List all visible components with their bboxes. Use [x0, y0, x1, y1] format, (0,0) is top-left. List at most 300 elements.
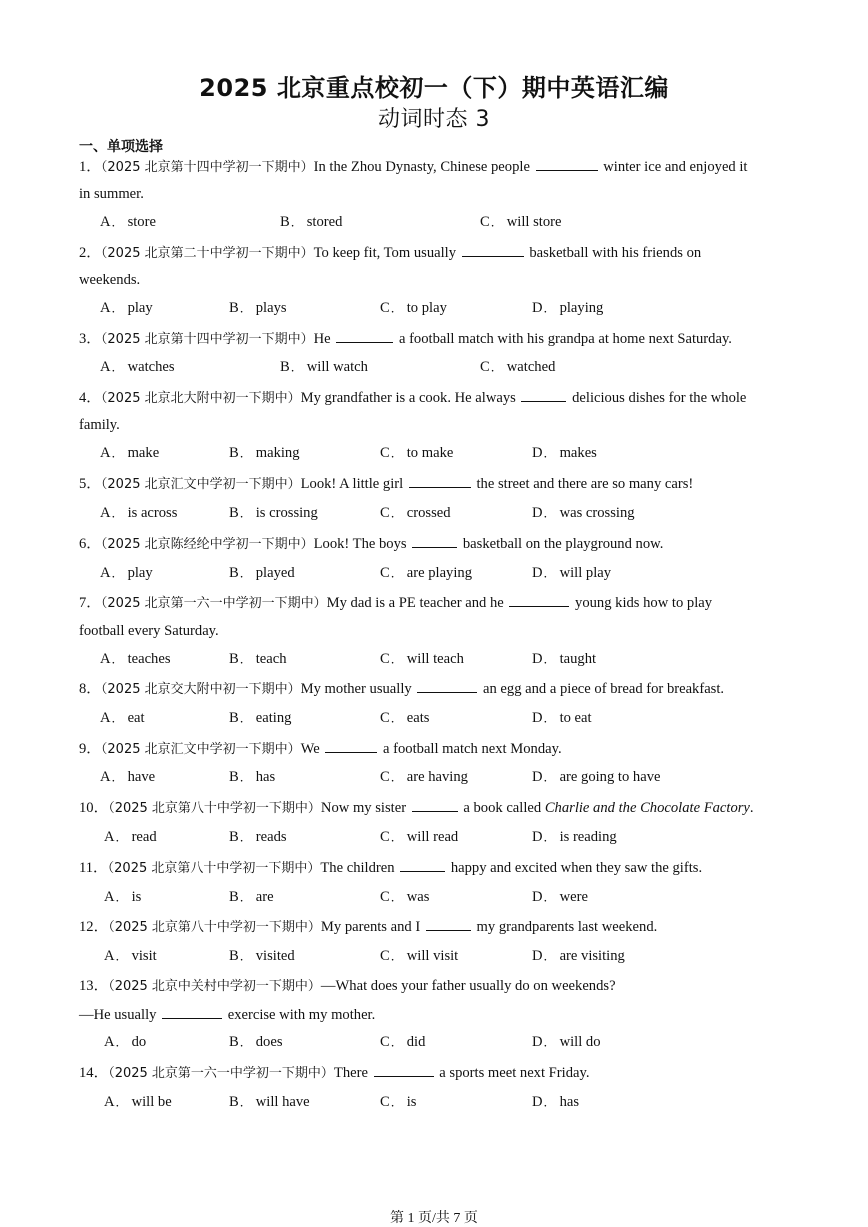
option-text: making: [255, 445, 300, 461]
option-text: eating: [255, 710, 292, 726]
question-number: 11．: [79, 860, 108, 876]
option: [229, 650, 287, 668]
option-separator: ．: [111, 446, 124, 460]
option-text: teach: [255, 651, 287, 667]
option-letter: D: [532, 889, 543, 905]
option-letter: B: [229, 829, 239, 845]
option-text: play: [127, 565, 153, 581]
option: [100, 768, 155, 786]
option-text: is reading: [559, 829, 617, 845]
option-text: makes: [559, 445, 597, 461]
question-number: 10．: [79, 800, 109, 816]
question-number: 3．: [79, 331, 101, 347]
question-text-after: a football match with his grandpa at home next Saturday.: [395, 331, 732, 347]
question-text: My mother usually: [300, 681, 416, 697]
question-line: [79, 388, 746, 408]
option: [532, 444, 597, 462]
question-source: （2025 北京第八十中学初一下期中）: [108, 920, 321, 935]
option-letter: C: [380, 505, 390, 521]
option-separator: ．: [239, 566, 252, 580]
option-separator: ．: [239, 301, 252, 315]
option: [380, 650, 464, 668]
option: [280, 358, 368, 376]
option-letter: B: [229, 445, 239, 461]
question-text-after: the street and there are so many cars!: [472, 476, 694, 492]
option-text: is: [131, 889, 142, 905]
question-source: （2025 北京第十四中学初一下期中）: [100, 160, 314, 175]
option-separator: ．: [390, 711, 403, 725]
question-number: 9．: [79, 741, 101, 757]
question-tail: .: [749, 800, 754, 816]
option-letter: B: [229, 1094, 239, 1110]
option-text: has: [559, 1094, 580, 1110]
option-separator: ．: [543, 1095, 556, 1109]
option-separator: ．: [543, 566, 556, 580]
option-separator: ．: [543, 770, 556, 784]
option-separator: ．: [543, 890, 556, 904]
option-separator: ．: [390, 506, 403, 520]
option-text: are visiting: [559, 948, 625, 964]
question-number: 12．: [79, 919, 109, 935]
option: [532, 504, 635, 522]
option-text: watches: [127, 359, 175, 375]
option-text: do: [131, 1034, 147, 1050]
option: [100, 444, 159, 462]
option-text: will store: [506, 214, 562, 230]
option-letter: C: [480, 214, 490, 230]
question-line: [79, 243, 701, 263]
option-separator: ．: [115, 1095, 128, 1109]
question-line: [79, 798, 754, 818]
question-source: （2025 北京陈经纶中学初一下期中）: [100, 537, 314, 552]
option-letter: C: [380, 1034, 390, 1050]
document-title: 2025 北京重点校初一（下）期中英语汇编: [199, 74, 669, 102]
question-line: [79, 329, 732, 349]
option-text: play: [127, 300, 153, 316]
question-text-after: a football match next Monday.: [379, 741, 562, 757]
question-line: [79, 739, 562, 759]
answer-blank: [409, 474, 471, 488]
option-text: visit: [131, 948, 157, 964]
option-text: are having: [406, 769, 468, 785]
option-text: did: [406, 1034, 426, 1050]
option: [532, 888, 588, 906]
document-subtitle: 动词时态 3: [378, 107, 490, 132]
option-separator: ．: [111, 711, 124, 725]
question-text: Look! A little girl: [300, 476, 407, 492]
option-letter: D: [532, 769, 543, 785]
option: [532, 828, 617, 846]
option-text: will be: [131, 1094, 172, 1110]
option-separator: ．: [543, 711, 556, 725]
option-letter: D: [532, 445, 543, 461]
question-line: [79, 917, 657, 937]
option-text: taught: [559, 651, 597, 667]
option-separator: ．: [239, 770, 252, 784]
question-text: —What does your father usually do on weekends?: [320, 978, 616, 994]
option-letter: C: [380, 1094, 390, 1110]
option-text: to make: [406, 445, 454, 461]
answer-blank: [374, 1063, 434, 1077]
option: [380, 1093, 416, 1111]
answer-blank: [336, 329, 393, 343]
answer-blank: [412, 534, 457, 548]
option-separator: ．: [239, 711, 252, 725]
option-letter: D: [532, 300, 543, 316]
option-separator: ．: [239, 1035, 252, 1049]
option-letter: C: [380, 948, 390, 964]
question-text: Now my sister: [320, 800, 410, 816]
question-text-after: exercise with my mother.: [224, 1007, 376, 1023]
option-separator: ．: [115, 890, 128, 904]
answer-blank: [462, 243, 524, 257]
option-letter: B: [280, 214, 290, 230]
option-letter: B: [229, 1034, 239, 1050]
answer-blank: [536, 157, 598, 171]
question-text-after: young kids how to play: [571, 595, 713, 611]
option-text: playing: [559, 300, 604, 316]
option: [229, 1093, 310, 1111]
option-separator: ．: [390, 446, 403, 460]
option-separator: ．: [239, 446, 252, 460]
answer-blank: [412, 798, 458, 812]
option-separator: ．: [543, 830, 556, 844]
option-separator: ．: [543, 949, 556, 963]
option-letter: B: [229, 300, 239, 316]
question-continuation: [79, 622, 219, 640]
option-text: will read: [406, 829, 459, 845]
option-separator: ．: [111, 301, 124, 315]
question-text: My parents and I: [320, 919, 424, 935]
question-source: （2025 北京北大附中初一下期中）: [100, 391, 301, 406]
option-letter: B: [229, 565, 239, 581]
option-text: were: [559, 889, 588, 905]
option-text: reads: [255, 829, 287, 845]
option: [480, 213, 561, 231]
option-letter: D: [532, 651, 543, 667]
option-text: plays: [255, 300, 287, 316]
question-source: （2025 北京第八十中学初一下期中）: [108, 801, 321, 816]
question-text: football every Saturday.: [79, 623, 219, 639]
book-title: Charlie and the Chocolate Factory: [544, 800, 750, 816]
option: [229, 444, 300, 462]
option-letter: C: [380, 769, 390, 785]
option-separator: ．: [239, 652, 252, 666]
option: [104, 947, 157, 965]
answer-blank: [509, 593, 569, 607]
question-text: He: [313, 331, 335, 347]
question-line: [79, 679, 724, 699]
option: [532, 1093, 579, 1111]
option-separator: ．: [390, 830, 403, 844]
question-source: （2025 北京第一六一中学初一下期中）: [108, 1066, 334, 1081]
option: [100, 709, 145, 727]
option-letter: D: [532, 948, 543, 964]
option: [380, 504, 451, 522]
question-text: There: [333, 1065, 372, 1081]
question-text-after: happy and excited when they saw the gifts.: [447, 860, 703, 876]
option: [280, 213, 342, 231]
question-number: 2．: [79, 245, 101, 261]
option-text: played: [255, 565, 295, 581]
option-letter: A: [100, 505, 111, 521]
option: [229, 564, 295, 582]
option-text: visited: [255, 948, 295, 964]
option: [229, 299, 287, 317]
question-text: My dad is a PE teacher and he: [326, 595, 508, 611]
option-separator: ．: [111, 652, 124, 666]
question-number: 6．: [79, 536, 101, 552]
option-text: are going to have: [559, 769, 661, 785]
question-text-after: a sports meet next Friday.: [435, 1065, 590, 1081]
question-text: My grandfather is a cook. He always: [300, 390, 520, 406]
option-text: store: [127, 214, 156, 230]
option: [229, 1033, 283, 1051]
option-text: to play: [406, 300, 447, 316]
option: [380, 709, 429, 727]
question-line: [79, 593, 712, 613]
option-separator: ．: [239, 506, 252, 520]
option-separator: ．: [490, 215, 503, 229]
question-text: —He usually: [79, 1007, 161, 1023]
option-letter: A: [104, 889, 115, 905]
option-text: stored: [306, 214, 343, 230]
option-letter: C: [480, 359, 490, 375]
option: [532, 564, 611, 582]
option-separator: ．: [543, 446, 556, 460]
option-separator: ．: [115, 1035, 128, 1049]
option-letter: B: [229, 769, 239, 785]
question-number: 1．: [79, 159, 101, 175]
option-letter: B: [229, 505, 239, 521]
option: [100, 213, 156, 231]
question-source: （2025 北京第十四中学初一下期中）: [100, 332, 314, 347]
question-continuation: [79, 185, 144, 203]
option-separator: ．: [111, 215, 124, 229]
option: [100, 299, 153, 317]
option: [100, 564, 153, 582]
option-separator: ．: [115, 949, 128, 963]
question-source: （2025 北京汇文中学初一下期中）: [100, 477, 301, 492]
option: [532, 1033, 601, 1051]
option-separator: ．: [390, 1095, 403, 1109]
option: [380, 828, 458, 846]
option-separator: ．: [543, 506, 556, 520]
question-text-after: delicious dishes for the whole: [568, 390, 747, 406]
option-text: watched: [506, 359, 556, 375]
question-number: 14．: [79, 1065, 109, 1081]
question-source: （2025 北京交大附中初一下期中）: [100, 682, 301, 697]
option-separator: ．: [239, 1095, 252, 1109]
question-source: （2025 北京第二十中学初一下期中）: [100, 246, 314, 261]
option: [380, 299, 447, 317]
option-letter: D: [532, 505, 543, 521]
option-separator: ．: [390, 301, 403, 315]
option: [104, 888, 141, 906]
question-number: 4．: [79, 390, 101, 406]
option-letter: A: [104, 948, 115, 964]
option-letter: A: [100, 300, 111, 316]
answer-blank: [400, 858, 445, 872]
option-text: to eat: [559, 710, 592, 726]
question-text-after: my grandparents last weekend.: [472, 919, 658, 935]
question-text: We: [300, 741, 324, 757]
option-letter: C: [380, 889, 390, 905]
question-continuation: [79, 1005, 375, 1024]
option: [380, 444, 453, 462]
question-line: [79, 534, 663, 554]
option-letter: A: [100, 769, 111, 785]
answer-blank: [426, 917, 471, 931]
option-text: will play: [559, 565, 612, 581]
option-letter: C: [380, 710, 390, 726]
option-separator: ．: [543, 652, 556, 666]
option-letter: A: [100, 445, 111, 461]
option: [104, 1093, 172, 1111]
option-text: was crossing: [559, 505, 635, 521]
option: [380, 947, 458, 965]
question-line: [79, 474, 693, 494]
option: [229, 947, 295, 965]
option-letter: A: [104, 1094, 115, 1110]
question-text: family.: [79, 417, 120, 433]
option: [100, 504, 177, 522]
option: [380, 768, 468, 786]
option: [532, 299, 603, 317]
option: [229, 768, 275, 786]
option-text: are playing: [406, 565, 472, 581]
option: [229, 828, 287, 846]
option-separator: ．: [111, 566, 124, 580]
question-text: Look! The boys: [313, 536, 411, 552]
option-text: will do: [559, 1034, 601, 1050]
question-text: The children: [320, 860, 399, 876]
option-letter: C: [380, 651, 390, 667]
question-line: [79, 858, 702, 878]
question-text-after: winter ice and enjoyed it: [599, 159, 748, 175]
option: [380, 564, 472, 582]
option: [100, 650, 171, 668]
question-text-after: a book called: [459, 800, 545, 816]
option-letter: D: [532, 1094, 543, 1110]
option-text: eat: [127, 710, 145, 726]
option-separator: ．: [111, 770, 124, 784]
question-text-after: basketball on the playground now.: [459, 536, 664, 552]
question-line: [79, 1063, 590, 1083]
question-number: 7．: [79, 595, 101, 611]
option-letter: A: [100, 710, 111, 726]
option: [532, 947, 625, 965]
option-letter: B: [280, 359, 290, 375]
option-letter: C: [380, 445, 390, 461]
option-letter: D: [532, 829, 543, 845]
option-letter: C: [380, 300, 390, 316]
answer-blank: [521, 388, 566, 402]
option-letter: A: [100, 214, 111, 230]
section-heading: 一、单项选择: [79, 139, 163, 155]
option-text: crossed: [406, 505, 451, 521]
option-text: is: [406, 1094, 417, 1110]
option-text: is across: [127, 505, 178, 521]
option: [532, 650, 596, 668]
option-separator: ．: [390, 949, 403, 963]
option-separator: ．: [111, 506, 124, 520]
option-letter: A: [100, 651, 111, 667]
question-number: 13．: [79, 978, 109, 994]
option-separator: ．: [543, 1035, 556, 1049]
question-line: [79, 977, 616, 996]
option-text: are: [255, 889, 274, 905]
option-text: teaches: [127, 651, 171, 667]
option: [100, 358, 175, 376]
option-separator: ．: [390, 566, 403, 580]
option-text: is crossing: [255, 505, 318, 521]
option-separator: ．: [390, 652, 403, 666]
question-continuation: [79, 416, 120, 434]
option-separator: ．: [390, 770, 403, 784]
option-text: will have: [255, 1094, 310, 1110]
option-letter: B: [229, 651, 239, 667]
option-letter: D: [532, 1034, 543, 1050]
question-text-after: an egg and a piece of bread for breakfast.: [479, 681, 725, 697]
question-continuation: [79, 271, 140, 289]
question-source: （2025 北京第八十中学初一下期中）: [107, 861, 321, 876]
option: [104, 828, 157, 846]
option: [229, 888, 274, 906]
question-source: （2025 北京中关村中学初一下期中）: [108, 979, 321, 994]
option-text: has: [255, 769, 276, 785]
option-separator: ．: [543, 301, 556, 315]
option: [229, 504, 318, 522]
option-letter: B: [229, 948, 239, 964]
option-letter: D: [532, 710, 543, 726]
answer-blank: [162, 1005, 222, 1019]
option-separator: ．: [111, 360, 124, 374]
question-text: weekends.: [79, 272, 141, 288]
question-source: （2025 北京第一六一中学初一下期中）: [100, 596, 327, 611]
option-letter: C: [380, 829, 390, 845]
option-separator: ．: [390, 890, 403, 904]
option: [532, 768, 660, 786]
option-letter: A: [100, 359, 111, 375]
option: [104, 1033, 146, 1051]
question-number: 8．: [79, 681, 101, 697]
option-separator: ．: [239, 830, 252, 844]
option-letter: A: [100, 565, 111, 581]
option: [380, 1033, 425, 1051]
option-text: will teach: [406, 651, 464, 667]
question-line: [79, 157, 748, 177]
option-separator: ．: [490, 360, 503, 374]
option-text: will visit: [406, 948, 459, 964]
option-text: eats: [406, 710, 430, 726]
option-letter: C: [380, 565, 390, 581]
option-text: read: [131, 829, 157, 845]
question-text: in summer.: [79, 186, 144, 202]
option: [480, 358, 555, 376]
option: [229, 709, 291, 727]
question-text-after: basketball with his friends on: [525, 245, 702, 261]
option-letter: D: [532, 565, 543, 581]
question-text: In the Zhou Dynasty, Chinese people: [313, 159, 534, 175]
question-source: （2025 北京汇文中学初一下期中）: [100, 742, 301, 757]
answer-blank: [325, 739, 377, 753]
page-footer: 第 1 页/共 7 页: [390, 1211, 478, 1226]
option-separator: ．: [390, 1035, 403, 1049]
option-text: does: [255, 1034, 283, 1050]
question-number: 5．: [79, 476, 101, 492]
option-text: make: [127, 445, 160, 461]
